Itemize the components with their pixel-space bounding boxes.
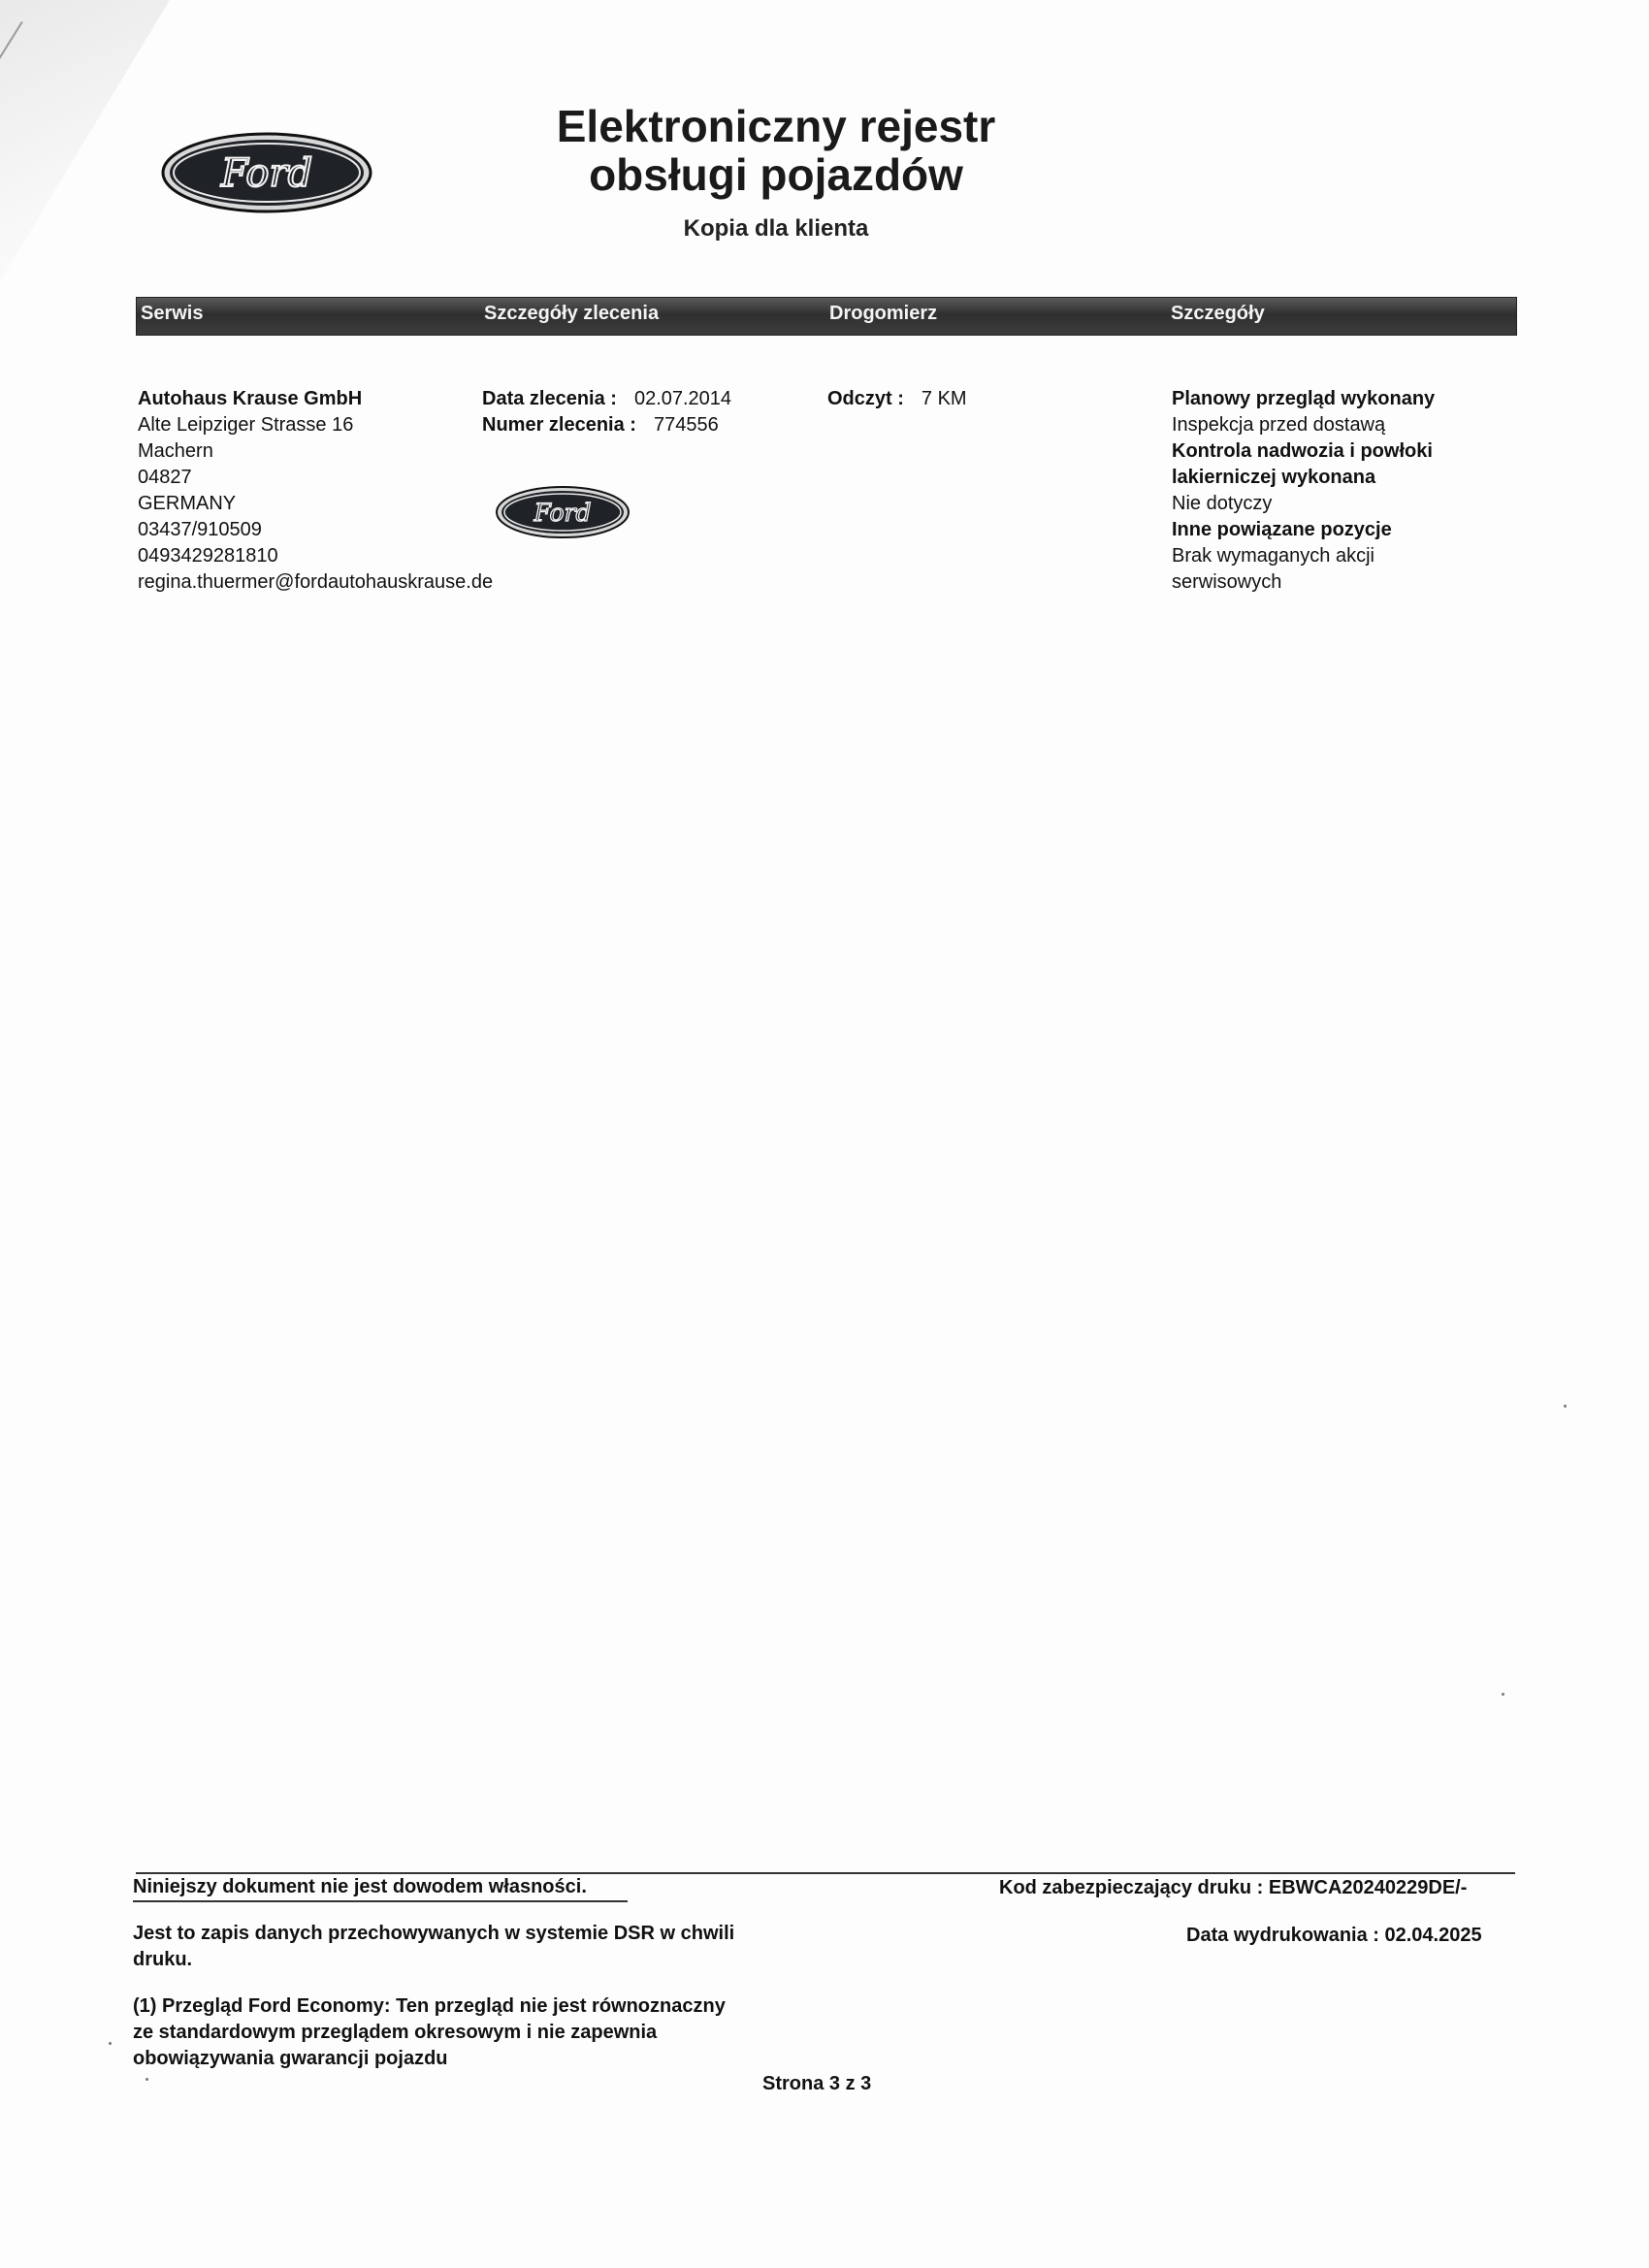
- detail-2-title-line-2: lakierniczej wykonana: [1172, 467, 1376, 488]
- column-header-details: Szczegóły: [1171, 303, 1265, 324]
- svg-text:Ford: Ford: [220, 151, 313, 196]
- footer-print-date: Data wydrukowania : 02.04.2025: [1186, 1925, 1482, 1946]
- scan-speck: [109, 2042, 112, 2045]
- footer-dsr-note-line-2: druku.: [133, 1949, 193, 1970]
- service-info: [138, 386, 493, 596]
- order-date-value: 02.07.2014: [633, 388, 732, 409]
- order-number-value: 774556: [653, 414, 719, 436]
- order-date-label: Data zlecenia :: [482, 388, 617, 409]
- service-street: Alte Leipziger Strasse 16: [138, 414, 354, 436]
- footer-disclaimer-underline: [133, 1900, 628, 1902]
- footer-economy-note: [133, 1993, 812, 2072]
- column-header-odometer: Drogomierz: [829, 303, 938, 324]
- footer-disclaimer: Niniejszy dokument nie jest dowodem własności.: [133, 1876, 587, 1897]
- service-country: GERMANY: [138, 493, 237, 514]
- detail-1-title: Planowy przegląd wykonany: [1172, 388, 1436, 409]
- detail-3-title: Inne powiązane pozycje: [1172, 519, 1392, 540]
- detail-1-value: Inspekcja przed dostawą: [1172, 414, 1386, 436]
- order-number-row: [482, 412, 731, 438]
- service-postcode: 04827: [138, 467, 192, 488]
- page-fold-shadow: [0, 0, 170, 281]
- order-date-row: [482, 386, 731, 412]
- svg-text:Ford: Ford: [534, 499, 592, 527]
- service-email: regina.thuermer@fordautohauskrause.de: [138, 571, 494, 593]
- service-name: Autohaus Krause GmbH: [138, 388, 363, 409]
- odometer-reading-label: Odczyt :: [827, 388, 904, 409]
- title-line-2: obsługi pojazdów: [589, 149, 963, 200]
- ford-logo-small-icon: [495, 485, 630, 539]
- order-number-label: Numer zlecenia :: [482, 414, 636, 436]
- footer-economy-line-3: obowiązywania gwarancji pojazdu: [133, 2048, 448, 2069]
- column-header-bar: [136, 297, 1517, 336]
- order-info: [482, 386, 731, 438]
- detail-3-value-line-2: serwisowych: [1172, 571, 1282, 593]
- service-city: Machern: [138, 440, 213, 462]
- footer-dsr-note-line-1: Jest to zapis danych przechowywanych w systemie DSR w chwili: [133, 1923, 735, 1944]
- service-phone-1: 03437/910509: [138, 519, 262, 540]
- odometer-reading-value: 7 KM: [921, 388, 967, 409]
- odometer-info: [827, 386, 967, 412]
- footer-economy-line-1: (1) Przegląd Ford Economy: Ten przegląd nie jest równoznaczny: [133, 1995, 726, 2017]
- column-header-service: Serwis: [141, 303, 204, 324]
- page-number: Strona 3 z 3: [762, 2073, 872, 2094]
- footer-dsr-note: [133, 1921, 812, 1973]
- scan-speck: [1564, 1405, 1567, 1408]
- page-title: [466, 102, 1086, 199]
- service-phone-2: 0493429281810: [138, 545, 278, 567]
- service-details: [1172, 386, 1492, 596]
- scan-speck: [146, 2078, 148, 2081]
- odometer-reading-row: [827, 386, 967, 412]
- detail-2-title-line-1: Kontrola nadwozia i powłoki: [1172, 440, 1433, 462]
- page-subtitle: Kopia dla klienta: [683, 215, 869, 242]
- column-header-order: Szczegóły zlecenia: [484, 303, 660, 324]
- ford-logo-icon: [160, 131, 373, 214]
- footer-security-code: Kod zabezpieczający druku : EBWCA20240229DE/-: [999, 1877, 1468, 1898]
- scan-speck: [1502, 1693, 1504, 1696]
- detail-2-value: Nie dotyczy: [1172, 493, 1273, 514]
- title-line-1: Elektroniczny rejestr: [556, 101, 996, 151]
- footer-economy-line-2: ze standardowym przeglądem okresowym i nie zapewnia: [133, 2022, 658, 2043]
- detail-3-value-line-1: Brak wymaganych akcji: [1172, 545, 1374, 567]
